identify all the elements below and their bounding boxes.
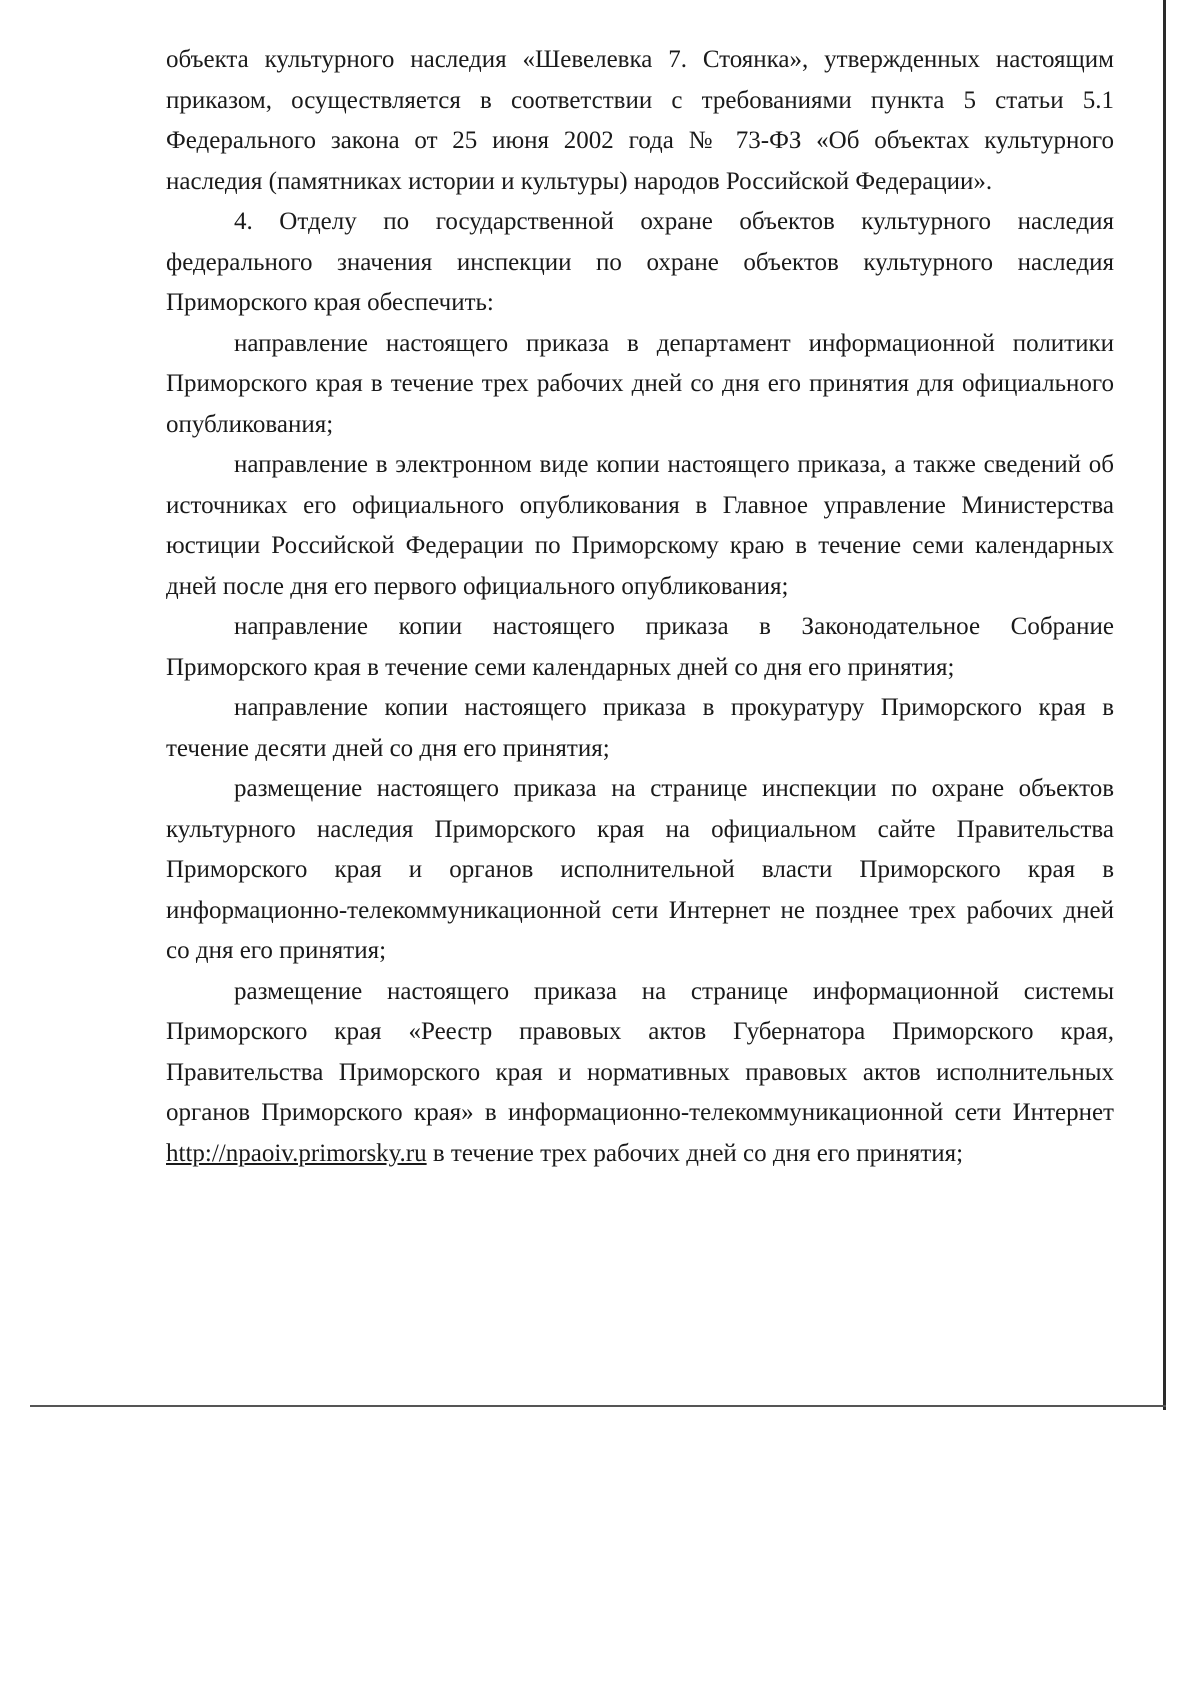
scan-edge-bottom [30, 1405, 1166, 1407]
paragraph-prosecutor: направление копии настоящего приказа в прокуратуру Приморского края в течение десяти дней со дня его принятия; [166, 694, 1114, 762]
registry-text-after-link: в течение трех рабочих дней со дня его принятия; [426, 1139, 964, 1167]
paragraph-ministry-justice: направление в электронном виде копии настоящего приказа, а также сведений об источниках его официального опубликования в Главное управление Министерства юстиции Российской Федерации по Приморскому краю в течение семи календарных дней после дня его первого официального опубликования; [166, 451, 1114, 600]
paragraph-government-site: размещение настоящего приказа на странице инспекции по охране объектов культурного наследия Приморского края на официальном сайте Правительства Приморского края и органов исполнительной власти Приморского края в информационно-телекоммуникационной сети Интернет не позднее трех рабочих дней со дня его принятия; [166, 775, 1114, 964]
paragraph-department-policy: направление настоящего приказа в департамент информационной политики Приморского края в течение трех рабочих дней со дня его принятия для официального опубликования; [166, 329, 1114, 438]
document-body [166, 40, 1114, 1174]
scan-edge-right [1163, 0, 1166, 1410]
registry-text-before-link: размещение настоящего приказа на странице информационной системы Приморского края «Реестр правовых актов Губернатора Приморского края, Правительства Приморского края и нормативных правовых актов исполнительных органов Приморского края» в информационно-телекоммуникационной сети Интернет [166, 977, 1114, 1126]
paragraph-continuation: объекта культурного наследия «Шевелевка 7. Стоянка», утвержденных настоящим приказом, осуществляется в соответствии с требованиями пункта 5 статьи 5.1 Федерального закона от 25 июня 2002 года № 73-ФЗ «Об объектах культурного наследия (памятниках истории и культуры) народов Российской Федерации». [166, 46, 1114, 195]
paragraph-item-4: 4. Отделу по государственной охране объектов культурного наследия федерального значения инспекции по охране объектов культурного наследия Приморского края обеспечить: [166, 208, 1114, 316]
paragraph-legislative-assembly: направление копии настоящего приказа в Законодательное Собрание Приморского края в течение семи календарных дней со дня его принятия; [166, 613, 1114, 681]
paragraph-registry [166, 972, 1114, 1175]
registry-link[interactable]: http://npaoiv.primorsky.ru [166, 1139, 427, 1167]
